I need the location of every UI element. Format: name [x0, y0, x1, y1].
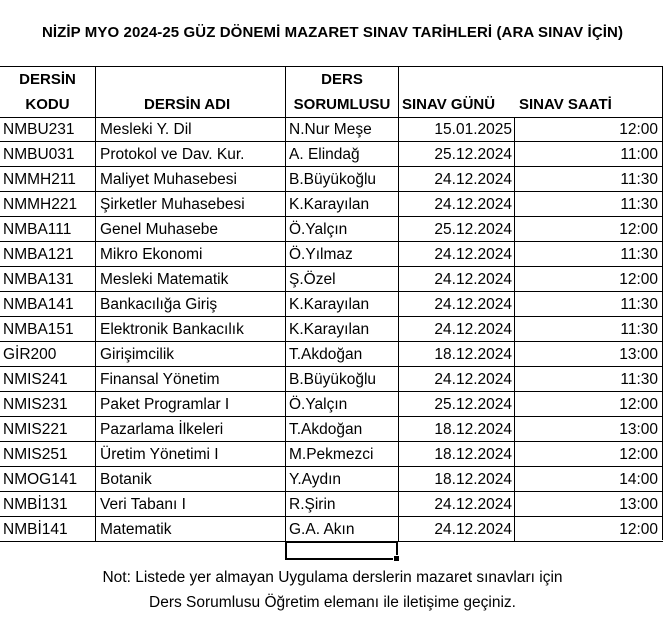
exam-date-cell[interactable]: 24.12.2024	[399, 267, 515, 291]
exam-time-cell[interactable]: 13:00	[619, 346, 658, 363]
instructor-cell[interactable]: N.Nur Meşe	[286, 117, 399, 141]
course-code-cell[interactable]: NMBA151	[0, 317, 96, 341]
course-name-cell[interactable]: Girişimcilik	[96, 342, 286, 366]
course-code-cell[interactable]: NMIS221	[0, 417, 96, 441]
instructor-cell[interactable]: Ş.Özel	[286, 267, 399, 291]
exam-time-cell[interactable]: 12:00	[619, 446, 658, 463]
table-header-row	[0, 67, 663, 118]
course-code-cell[interactable]: NMIS251	[0, 442, 96, 466]
course-name-cell[interactable]: Şirketler Muhasebesi	[96, 192, 286, 216]
sheet-title[interactable]: NİZİP MYO 2024-25 GÜZ DÖNEMİ MAZARET SINAV TARİHLERİ (ARA SINAV İÇİN)	[41, 24, 624, 41]
table-row	[0, 392, 663, 417]
header-instructor-line2: SORUMLUSU	[293, 96, 391, 113]
table-row	[0, 342, 663, 367]
course-name-cell[interactable]: Matematik	[96, 517, 286, 541]
exam-date-cell[interactable]: 24.12.2024	[399, 492, 515, 516]
course-code-cell[interactable]: NMBA121	[0, 242, 96, 266]
instructor-cell[interactable]: A. Elindağ	[286, 142, 399, 166]
course-name-cell[interactable]: Pazarlama İlkeleri	[96, 417, 286, 441]
course-name-cell[interactable]: Bankacılığa Giriş	[96, 292, 286, 316]
exam-time-cell[interactable]: 12:00	[619, 221, 658, 238]
exam-time-cell[interactable]: 12:00	[619, 521, 658, 538]
selected-cell[interactable]	[285, 541, 398, 560]
course-code-cell[interactable]: NMBA141	[0, 292, 96, 316]
instructor-cell[interactable]: Ö.Yalçın	[286, 217, 399, 241]
exam-date-cell[interactable]: 24.12.2024	[399, 292, 515, 316]
table-row	[0, 242, 663, 267]
course-name-cell[interactable]: Mesleki Y. Dil	[96, 117, 286, 141]
exam-time-cell[interactable]: 11:30	[620, 371, 658, 388]
table-row	[0, 267, 663, 292]
instructor-cell[interactable]: K.Karayılan	[286, 292, 399, 316]
exam-date-cell[interactable]: 24.12.2024	[399, 242, 515, 266]
course-code-cell[interactable]: NMBİ131	[0, 492, 96, 516]
course-name-cell[interactable]: Botanik	[96, 467, 286, 491]
course-name-cell[interactable]: Veri Tabanı I	[96, 492, 286, 516]
course-code-cell[interactable]: NMBA111	[0, 217, 96, 241]
course-code-cell[interactable]: NMIS241	[0, 367, 96, 391]
table-row	[0, 167, 663, 192]
header-exam-time[interactable]: SINAV SAATİ	[519, 96, 612, 113]
course-code-cell[interactable]: NMMH211	[0, 167, 96, 191]
exam-time-cell[interactable]: 12:00	[619, 121, 658, 138]
exam-date-cell[interactable]: 15.01.2025	[399, 117, 515, 141]
table-row	[0, 192, 663, 217]
table-row	[0, 217, 663, 242]
exam-table	[0, 66, 663, 542]
exam-date-cell[interactable]: 24.12.2024	[399, 517, 515, 541]
table-row	[0, 117, 663, 142]
exam-date-cell[interactable]: 25.12.2024	[399, 392, 515, 416]
exam-time-cell[interactable]: 11:30	[620, 196, 658, 213]
instructor-cell[interactable]: Ö.Yılmaz	[286, 242, 399, 266]
instructor-cell[interactable]: G.A. Akın	[286, 517, 399, 541]
course-name-cell[interactable]: Finansal Yönetim	[96, 367, 286, 391]
table-right-border	[662, 66, 663, 540]
footnote[interactable]	[0, 565, 665, 615]
course-name-cell[interactable]: Protokol ve Dav. Kur.	[96, 142, 286, 166]
instructor-cell[interactable]: R.Şirin	[286, 492, 399, 516]
table-row	[0, 317, 663, 342]
exam-date-cell[interactable]: 24.12.2024	[399, 317, 515, 341]
course-name-cell[interactable]: Üretim Yönetimi I	[96, 442, 286, 466]
table-row	[0, 292, 663, 317]
exam-time-cell[interactable]: 13:00	[619, 421, 658, 438]
exam-time-cell[interactable]: 12:00	[619, 271, 658, 288]
instructor-cell[interactable]: T.Akdoğan	[286, 417, 399, 441]
header-instructor[interactable]	[286, 67, 399, 117]
exam-date-cell[interactable]: 24.12.2024	[399, 192, 515, 216]
course-name-cell[interactable]: Paket Programlar I	[96, 392, 286, 416]
course-code-cell[interactable]: GİR200	[0, 342, 96, 366]
instructor-cell[interactable]: M.Pekmezci	[286, 442, 399, 466]
exam-time-cell[interactable]: 11:30	[620, 171, 658, 188]
course-name-cell[interactable]: Elektronik Bankacılık	[96, 317, 286, 341]
exam-time-cell[interactable]: 11:00	[620, 146, 658, 163]
exam-date-cell[interactable]: 25.12.2024	[399, 217, 515, 241]
exam-time-cell[interactable]: 12:00	[619, 396, 658, 413]
table-row	[0, 467, 663, 492]
header-course-code[interactable]	[0, 67, 96, 117]
header-exam-date[interactable]: SINAV GÜNÜ	[402, 96, 496, 113]
course-code-cell[interactable]: NMBİ141	[0, 517, 96, 541]
instructor-cell[interactable]: Y.Aydın	[286, 467, 399, 491]
exam-time-cell[interactable]: 11:30	[620, 296, 658, 313]
exam-date-cell[interactable]: 18.12.2024	[399, 342, 515, 366]
table-row	[0, 417, 663, 442]
instructor-cell[interactable]: K.Karayılan	[286, 192, 399, 216]
instructor-cell[interactable]: K.Karayılan	[286, 317, 399, 341]
course-code-cell[interactable]: NMOG141	[0, 467, 96, 491]
course-code-cell[interactable]: NMIS231	[0, 392, 96, 416]
table-row	[0, 142, 663, 167]
course-name-cell[interactable]: Maliyet Muhasebesi	[96, 167, 286, 191]
course-name-cell[interactable]: Mikro Ekonomi	[96, 242, 286, 266]
fill-handle[interactable]	[393, 555, 400, 562]
header-course-name[interactable]: DERSİN ADI	[96, 67, 286, 117]
header-course-code-line1: DERSİN	[19, 71, 76, 88]
instructor-cell[interactable]: T.Akdoğan	[286, 342, 399, 366]
exam-time-cell[interactable]: 14:00	[619, 471, 658, 488]
exam-date-cell[interactable]: 18.12.2024	[399, 467, 515, 491]
exam-date-cell[interactable]: 24.12.2024	[399, 167, 515, 191]
exam-time-cell[interactable]: 13:00	[619, 496, 658, 513]
table-row	[0, 492, 663, 517]
course-name-cell[interactable]: Mesleki Matematik	[96, 267, 286, 291]
course-code-cell[interactable]: NMMH221	[0, 192, 96, 216]
exam-date-cell[interactable]: 24.12.2024	[399, 367, 515, 391]
instructor-cell[interactable]: B.Büyükoğlu	[286, 167, 399, 191]
exam-time-cell[interactable]: 11:30	[620, 321, 658, 338]
table-row	[0, 442, 663, 467]
footnote-line2: Ders Sorumlusu Öğretim elemanı ile iletişime geçiniz.	[149, 594, 516, 611]
table-row	[0, 367, 663, 392]
header-instructor-line1: DERS	[321, 71, 363, 88]
course-code-cell[interactable]: NMBA131	[0, 267, 96, 291]
course-code-cell[interactable]: NMBU231	[0, 117, 96, 141]
exam-date-cell[interactable]: 18.12.2024	[399, 417, 515, 441]
exam-date-cell[interactable]: 18.12.2024	[399, 442, 515, 466]
header-course-code-line2: KODU	[25, 96, 70, 113]
course-code-cell[interactable]: NMBU031	[0, 142, 96, 166]
exam-time-cell[interactable]: 11:30	[620, 246, 658, 263]
instructor-cell[interactable]: Ö.Yalçın	[286, 392, 399, 416]
instructor-cell[interactable]: B.Büyükoğlu	[286, 367, 399, 391]
exam-date-cell[interactable]: 25.12.2024	[399, 142, 515, 166]
table-row	[0, 517, 663, 542]
footnote-line1: Not: Listede yer almayan Uygulama derslerin mazaret sınavları için	[102, 569, 563, 586]
course-name-cell[interactable]: Genel Muhasebe	[96, 217, 286, 241]
